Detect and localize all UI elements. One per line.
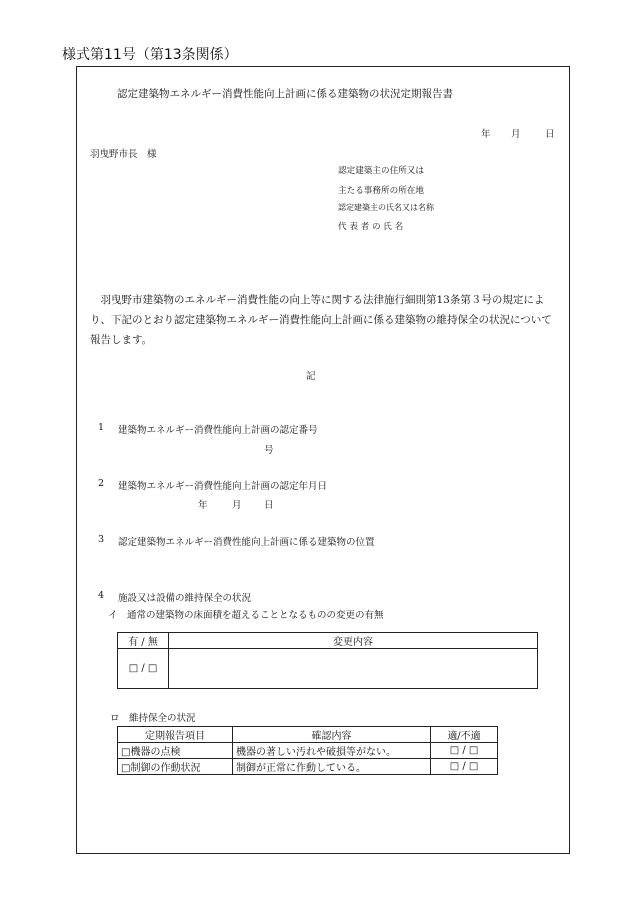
sub-ro-label: ロ 維持保全の状況 xyxy=(110,713,196,724)
maint-header-item: 定期報告項目 xyxy=(118,727,233,743)
item-2-day: 日 xyxy=(264,500,274,511)
maintenance-table xyxy=(117,726,498,775)
applicant-name-label: 認定建築主の氏名又は名称 xyxy=(338,203,434,212)
change-content-cell[interactable] xyxy=(169,649,538,689)
item-4-label: 施設又は設備の維持保全の状況 xyxy=(118,593,252,604)
table-row xyxy=(118,759,498,775)
date-month: 月 xyxy=(511,129,521,140)
maint-item[interactable]: □制御の作動状況 xyxy=(118,759,233,775)
applicant-address-line1: 認定建築主の住所又は xyxy=(338,166,424,176)
change-table xyxy=(117,632,538,689)
maint-check: 機器の著しい汚れや破損等がない。 xyxy=(233,743,431,759)
maint-header-check: 確認内容 xyxy=(233,727,431,743)
applicant-rep-label: 代 表 者 の 氏 名 xyxy=(338,222,404,232)
date-day: 日 xyxy=(545,129,555,140)
addressee: 羽曳野市長 様 xyxy=(90,149,157,160)
item-3-number: 3 xyxy=(98,534,105,545)
item-1-number: 1 xyxy=(98,422,105,433)
applicant-address-line2: 主たる事務所の所在地 xyxy=(338,186,424,196)
report-title: 認定建築物エネルギー消費性能向上計画に係る建築物の状況定期報告書 xyxy=(117,88,453,100)
maint-header-result: 適/不適 xyxy=(431,727,498,743)
date-year: 年 xyxy=(481,129,491,140)
item-2-label: 建築物エネルギー消費性能向上計画の認定年月日 xyxy=(118,481,328,492)
item-2-year: 年 xyxy=(198,500,208,511)
item-1-label: 建築物エネルギー消費性能向上計画の認定番号 xyxy=(118,425,318,436)
sub-i-label: イ 通常の建築物の床面積を超えることとなるものの変更の有無 xyxy=(108,610,384,621)
ki-label: 記 xyxy=(306,371,316,382)
maint-check: 制御が正常に作動している。 xyxy=(233,759,431,775)
item-4-number: 4 xyxy=(98,590,105,601)
item-1-suffix: 号 xyxy=(264,445,274,456)
item-3-label: 認定建築物エネルギー消費性能向上計画に係る建築物の位置 xyxy=(118,537,375,548)
maint-item[interactable]: □機器の点検 xyxy=(118,743,233,759)
form-number: 様式第11号（第13条関係） xyxy=(62,47,238,63)
change-checkbox[interactable]: □ / □ xyxy=(118,649,169,689)
item-2-number: 2 xyxy=(98,478,105,489)
maint-result[interactable]: □ / □ xyxy=(431,743,498,759)
table-row xyxy=(118,743,498,759)
maint-result[interactable]: □ / □ xyxy=(431,759,498,775)
change-header-presence: 有 / 無 xyxy=(118,633,169,649)
change-header-content: 変更内容 xyxy=(169,633,538,649)
body-text: 羽曳野市建築物のエネルギー消費性能の向上等に関する法律施行細則第13条第３号の規定により、下記のとおり認定建築物エネルギー消費性能向上計画に係る建築物の維持保全の状況について報告します。 xyxy=(90,294,552,346)
item-2-month: 月 xyxy=(232,500,242,511)
